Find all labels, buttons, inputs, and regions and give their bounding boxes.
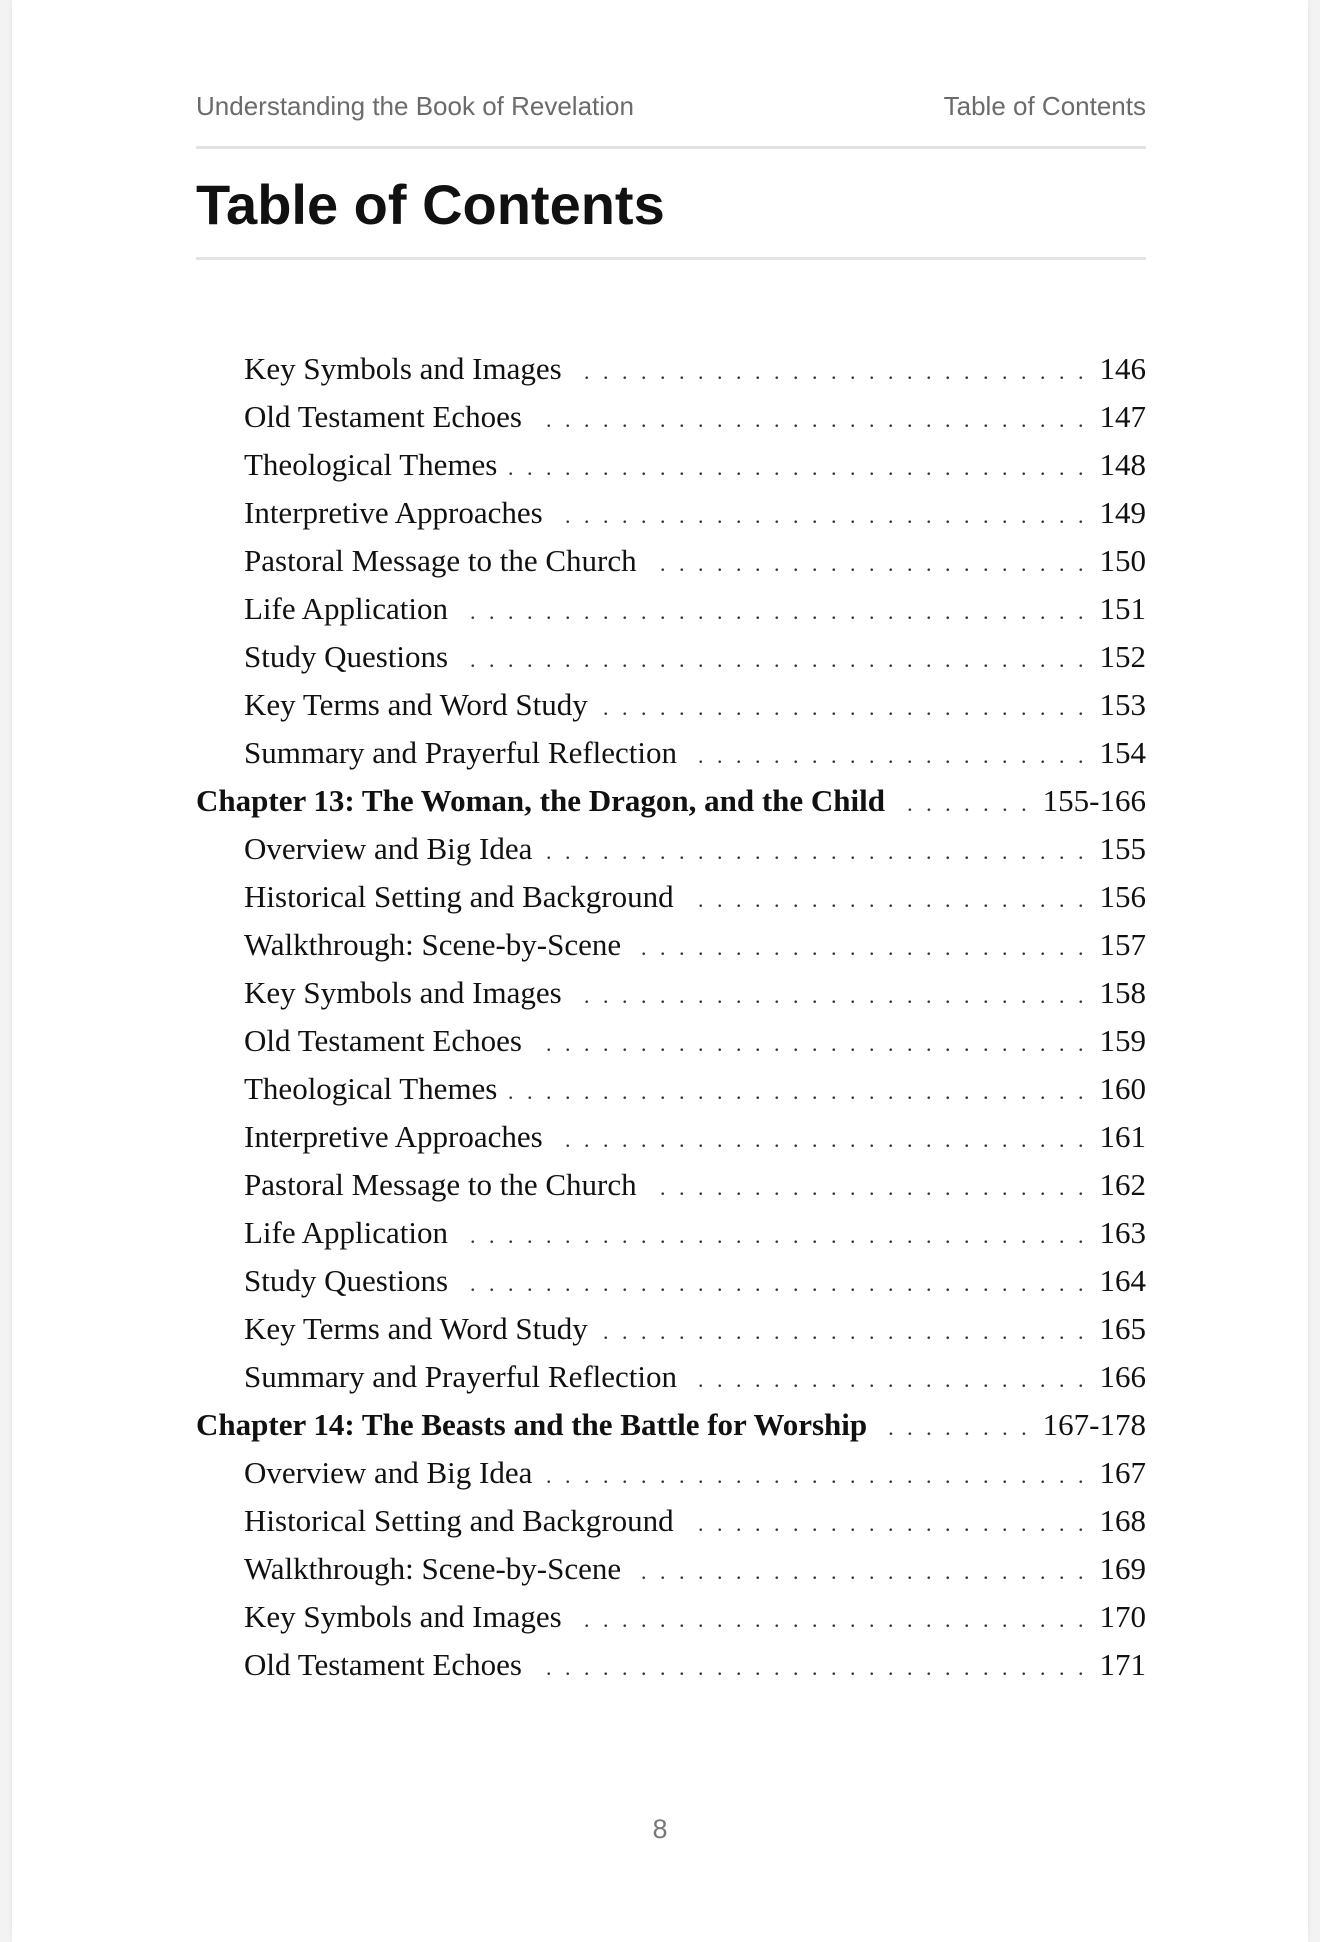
toc-entry-label: Walkthrough: Scene-by-Scene: [244, 927, 622, 962]
toc-entry-page: 165: [1099, 1311, 1146, 1346]
toc-entry-label: Key Terms and Word Study: [244, 1311, 588, 1346]
toc-section-entry[interactable]: [196, 1065, 1146, 1113]
toc-entry-page: 170: [1099, 1599, 1146, 1634]
toc-entry-page: 155-166: [1042, 783, 1146, 818]
toc-section-entry[interactable]: [196, 825, 1146, 873]
toc-entry-page: 146: [1099, 351, 1146, 386]
toc-entry-page: 149: [1099, 495, 1146, 530]
toc-section-entry[interactable]: [196, 1305, 1146, 1353]
toc-dot-leader: [686, 876, 1088, 924]
toc-dot-leader: [509, 444, 1087, 492]
toc-chapter-entry[interactable]: [196, 777, 1146, 825]
toc-entry-label: Pastoral Message to the Church: [244, 543, 637, 578]
toc-dot-leader: [555, 1116, 1088, 1164]
toc-dot-leader: [633, 1548, 1087, 1596]
toc-dot-leader: [544, 1452, 1087, 1500]
toc-entry-page: 152: [1099, 639, 1146, 674]
page-number: 8: [652, 1814, 668, 1844]
toc-section-entry[interactable]: [196, 921, 1146, 969]
toc-dot-leader: [633, 924, 1087, 972]
toc-section-entry[interactable]: [196, 489, 1146, 537]
toc-section-entry[interactable]: [196, 537, 1146, 585]
toc-dot-leader: [534, 396, 1088, 444]
toc-dot-leader: [555, 492, 1088, 540]
toc-dot-leader: [509, 1068, 1087, 1116]
page-title: Table of Contents: [196, 173, 665, 236]
toc-entry-page: 161: [1099, 1119, 1146, 1154]
toc-entry-label: Theological Themes: [244, 447, 498, 482]
toc-entry-page: 147: [1099, 399, 1146, 434]
toc-section-entry[interactable]: [196, 1257, 1146, 1305]
toc-entry-label: Summary and Prayerful Reflection: [244, 735, 678, 770]
toc-entry-page: 167: [1099, 1455, 1146, 1490]
title-divider: [196, 257, 1146, 260]
toc-entry-label: Overview and Big Idea: [244, 1455, 533, 1490]
toc-dot-leader: [534, 1020, 1088, 1068]
toc-entry-label: Old Testament Echoes: [244, 1647, 522, 1682]
toc-section-entry[interactable]: [196, 1497, 1146, 1545]
toc-entry-label: Overview and Big Idea: [244, 831, 533, 866]
toc-entry-label: Theological Themes: [244, 1071, 498, 1106]
toc-entry-label: Key Symbols and Images: [244, 975, 562, 1010]
toc-dot-leader: [649, 1164, 1088, 1212]
toc-section-entry[interactable]: [196, 633, 1146, 681]
toc-section-entry[interactable]: [196, 1209, 1146, 1257]
toc-section-entry[interactable]: [196, 1593, 1146, 1641]
toc-entry-page: 148: [1099, 447, 1146, 482]
toc-entry-page: 167-178: [1042, 1407, 1146, 1442]
toc-dot-leader: [544, 828, 1087, 876]
toc-entry-label: Walkthrough: Scene-by-Scene: [244, 1551, 622, 1586]
toc-section-entry[interactable]: [196, 729, 1146, 777]
table-of-contents: [196, 345, 1146, 1689]
toc-entry-label: Key Symbols and Images: [244, 351, 562, 386]
toc-entry-label: Key Terms and Word Study: [244, 687, 588, 722]
toc-section-entry[interactable]: [196, 1545, 1146, 1593]
toc-entry-label: Summary and Prayerful Reflection: [244, 1359, 678, 1394]
toc-entry-label: Old Testament Echoes: [244, 399, 522, 434]
toc-dot-leader: [689, 1356, 1087, 1404]
toc-entry-label: Pastoral Message to the Church: [244, 1167, 637, 1202]
toc-entry-label: Historical Setting and Background: [244, 1503, 674, 1538]
document-page: [12, 0, 1308, 1942]
toc-section-entry[interactable]: [196, 1113, 1146, 1161]
toc-entry-page: 168: [1099, 1503, 1146, 1538]
toc-entry-label: Interpretive Approaches: [244, 495, 543, 530]
toc-dot-leader: [897, 780, 1031, 828]
toc-dot-leader: [574, 972, 1088, 1020]
toc-section-entry[interactable]: [196, 969, 1146, 1017]
running-header-section-title: Table of Contents: [943, 91, 1146, 121]
toc-entry-label: Key Symbols and Images: [244, 1599, 562, 1634]
toc-section-entry[interactable]: [196, 1017, 1146, 1065]
toc-entry-page: 155: [1099, 831, 1146, 866]
toc-entry-label: Study Questions: [244, 1263, 449, 1298]
toc-entry-page: 160: [1099, 1071, 1146, 1106]
toc-section-entry[interactable]: [196, 681, 1146, 729]
running-header: [196, 88, 1146, 124]
toc-chapter-entry[interactable]: [196, 1401, 1146, 1449]
toc-dot-leader: [574, 348, 1088, 396]
toc-entry-page: 159: [1099, 1023, 1146, 1058]
toc-dot-leader: [600, 1308, 1088, 1356]
toc-dot-leader: [600, 684, 1088, 732]
toc-entry-label: Life Application: [244, 591, 449, 626]
toc-dot-leader: [460, 1212, 1087, 1260]
toc-entry-label: Study Questions: [244, 639, 449, 674]
toc-entry-page: 162: [1099, 1167, 1146, 1202]
toc-dot-leader: [686, 1500, 1088, 1548]
toc-entry-page: 153: [1099, 687, 1146, 722]
toc-dot-leader: [689, 732, 1087, 780]
toc-entry-label: Old Testament Echoes: [244, 1023, 522, 1058]
toc-section-entry[interactable]: [196, 345, 1146, 393]
toc-section-entry[interactable]: [196, 393, 1146, 441]
toc-section-entry[interactable]: [196, 1353, 1146, 1401]
toc-dot-leader: [534, 1644, 1088, 1692]
toc-dot-leader: [574, 1596, 1088, 1644]
toc-section-entry[interactable]: [196, 1449, 1146, 1497]
toc-entry-label: Historical Setting and Background: [244, 879, 674, 914]
toc-entry-label: Chapter 14: The Beasts and the Battle for Worship: [196, 1407, 868, 1442]
toc-entry-label: Chapter 13: The Woman, the Dragon, and the Child: [196, 783, 885, 818]
toc-entry-page: 158: [1099, 975, 1146, 1010]
toc-dot-leader: [460, 636, 1087, 684]
toc-entry-page: 164: [1099, 1263, 1146, 1298]
toc-section-entry[interactable]: [196, 1161, 1146, 1209]
toc-entry-page: 166: [1099, 1359, 1146, 1394]
toc-dot-leader: [879, 1404, 1031, 1452]
toc-dot-leader: [649, 540, 1088, 588]
toc-dot-leader: [460, 1260, 1087, 1308]
toc-entry-page: 171: [1099, 1647, 1146, 1682]
toc-entry-page: 150: [1099, 543, 1146, 578]
toc-section-entry[interactable]: [196, 441, 1146, 489]
toc-entry-label: Life Application: [244, 1215, 449, 1250]
toc-dot-leader: [460, 588, 1087, 636]
toc-section-entry[interactable]: [196, 585, 1146, 633]
toc-section-entry[interactable]: [196, 1641, 1146, 1689]
toc-section-entry[interactable]: [196, 873, 1146, 921]
toc-entry-page: 154: [1099, 735, 1146, 770]
toc-entry-label: Interpretive Approaches: [244, 1119, 543, 1154]
toc-entry-page: 163: [1099, 1215, 1146, 1250]
toc-entry-page: 156: [1099, 879, 1146, 914]
toc-entry-page: 157: [1099, 927, 1146, 962]
running-header-book-title: Understanding the Book of Revelation: [196, 91, 634, 121]
toc-entry-page: 169: [1099, 1551, 1146, 1586]
header-divider: [196, 146, 1146, 149]
toc-entry-page: 151: [1099, 591, 1146, 626]
